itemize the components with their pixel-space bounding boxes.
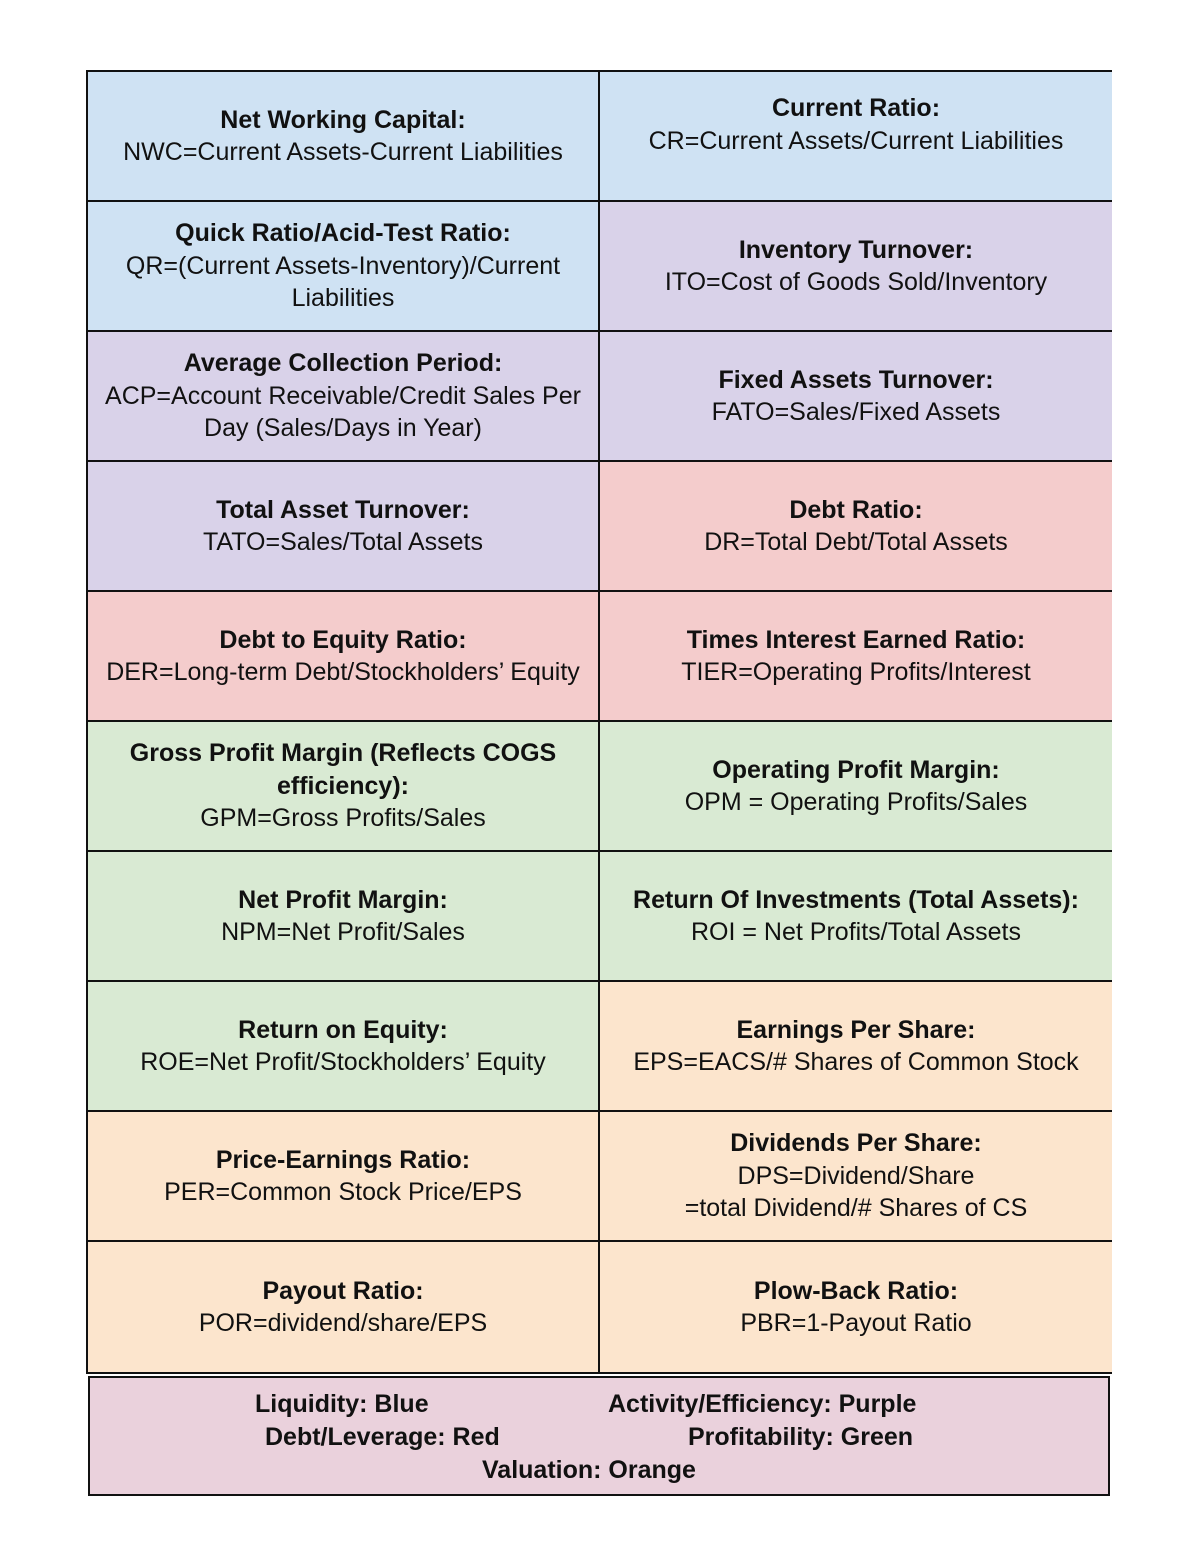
cell-net-profit-margin <box>88 852 600 982</box>
cell-title: Gross Profit Margin (Reflects COGS efficiency): <box>129 739 557 800</box>
cell-earnings-per-share <box>600 982 1112 1112</box>
cell-formula: ROE=Net Profit/Stockholders’ Equity <box>140 1048 546 1076</box>
cell-formula: POR=dividend/share/EPS <box>198 1309 488 1337</box>
legend-valuation: Valuation: Orange <box>482 1456 696 1484</box>
cell-gross-profit-margin <box>88 722 600 852</box>
cell-formula: ROI = Net Profits/Total Assets <box>691 918 1021 946</box>
cell-formula: FATO=Sales/Fixed Assets <box>711 398 1001 426</box>
cell-title: Operating Profit Margin: <box>712 755 1000 784</box>
cell-title: Current Ratio: <box>771 94 941 122</box>
cell-formula: DER=Long-term Debt/Stockholders’ Equity <box>106 658 580 686</box>
cell-formula: OPM = Operating Profits/Sales <box>684 788 1028 816</box>
legend-liquidity: Liquidity: Blue <box>255 1390 429 1418</box>
cell-formula: QR=(Current Assets-Inventory)/Current Liabilities <box>125 251 561 313</box>
cell-plow-back-ratio <box>600 1242 1112 1372</box>
cell-formula: NWC=Current Assets-Current Liabilities <box>123 138 563 166</box>
cell-title: Earnings Per Share: <box>736 1015 976 1044</box>
cell-formula: TATO=Sales/Total Assets <box>203 528 483 556</box>
legend-profitability: Profitability: Green <box>688 1423 914 1451</box>
cell-title: Return on Equity: <box>238 1015 448 1044</box>
cell-return-of-investments <box>600 852 1112 982</box>
cell-price-earnings-ratio <box>88 1112 600 1242</box>
cell-dividends-per-share <box>600 1112 1112 1242</box>
cell-formula: CR=Current Assets/Current Liabilities <box>648 126 1064 155</box>
cell-debt-ratio <box>600 462 1112 592</box>
color-legend <box>88 1376 1110 1496</box>
cell-current-ratio <box>600 72 1112 202</box>
cell-title: Total Asset Turnover: <box>216 495 470 524</box>
cell-title: Price-Earnings Ratio: <box>215 1145 471 1174</box>
cell-formula: GPM=Gross Profits/Sales <box>200 804 486 833</box>
legend-activity: Activity/Efficiency: Purple <box>608 1390 917 1418</box>
legend-debt: Debt/Leverage: Red <box>265 1423 500 1451</box>
cell-formula: TIER=Operating Profits/Interest <box>681 658 1031 686</box>
cell-times-interest-earned-ratio <box>600 592 1112 722</box>
ratio-table <box>86 70 1112 1374</box>
cell-title: Net Working Capital: <box>220 105 466 134</box>
cell-operating-profit-margin <box>600 722 1112 852</box>
cell-net-working-capital <box>88 72 600 202</box>
cell-return-on-equity <box>88 982 600 1112</box>
cell-title: Payout Ratio: <box>262 1276 424 1305</box>
cell-debt-to-equity-ratio <box>88 592 600 722</box>
cell-payout-ratio <box>88 1242 600 1372</box>
cell-title: Debt to Equity Ratio: <box>219 625 467 654</box>
cell-formula: DPS=Dividend/Share <box>737 1161 975 1190</box>
cell-title: Times Interest Earned Ratio: <box>686 625 1026 654</box>
cell-title: Net Profit Margin: <box>238 885 448 914</box>
cell-formula: ACP=Account Receivable/Credit Sales Per Day (Sales/Days in Year) <box>105 381 581 443</box>
cell-formula: PER=Common Stock Price/EPS <box>164 1178 522 1206</box>
cell-title: Return Of Investments (Total Assets): <box>633 885 1079 914</box>
cell-average-collection-period <box>88 332 600 462</box>
cell-title: Fixed Assets Turnover: <box>718 365 994 394</box>
cell-title: Plow-Back Ratio: <box>753 1276 959 1305</box>
cell-formula: DR=Total Debt/Total Assets <box>704 528 1008 556</box>
cell-title: Inventory Turnover: <box>738 235 974 264</box>
cell-title: Debt Ratio: <box>789 495 923 524</box>
cell-quick-ratio <box>88 202 600 332</box>
cell-formula: PBR=1-Payout Ratio <box>740 1309 972 1337</box>
cell-inventory-turnover <box>600 202 1112 332</box>
cell-formula-line-2: =total Dividend/# Shares of CS <box>684 1194 1028 1223</box>
cell-fixed-assets-turnover <box>600 332 1112 462</box>
cell-total-asset-turnover <box>88 462 600 592</box>
cell-formula: ITO=Cost of Goods Sold/Inventory <box>664 268 1048 296</box>
cell-title: Average Collection Period: <box>183 349 503 378</box>
cell-title: Quick Ratio/Acid-Test Ratio: <box>175 219 511 248</box>
cell-title: Dividends Per Share: <box>730 1129 982 1158</box>
cell-formula: EPS=EACS/# Shares of Common Stock <box>633 1048 1079 1076</box>
cell-formula: NPM=Net Profit/Sales <box>221 918 465 946</box>
